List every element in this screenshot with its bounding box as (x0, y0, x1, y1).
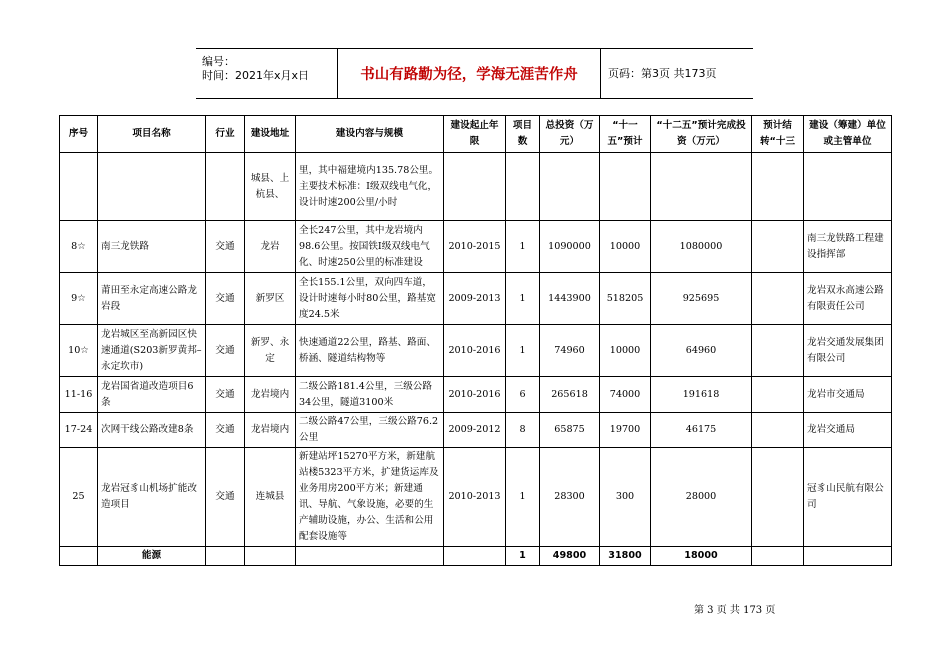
page-header (196, 48, 753, 99)
total-investment: 65875 (540, 413, 600, 448)
carryover-p13 (752, 273, 804, 325)
investment-p11: 74000 (600, 377, 651, 413)
years: 2010-2015 (444, 221, 506, 273)
table-cell (206, 547, 245, 566)
years: 2009-2012 (444, 413, 506, 448)
construction-unit: 龙岩双永高速公路有限责任公司 (804, 273, 892, 325)
total-investment: 49800 (540, 547, 600, 566)
location: 新罗区 (245, 273, 296, 325)
years: 2009-2013 (444, 273, 506, 325)
content-scale: 快速通道22公里，路基、路面、桥涵、隧道结构物等 (296, 325, 444, 377)
table-row (60, 325, 892, 377)
row-number: 8☆ (60, 221, 98, 273)
years (444, 153, 506, 221)
total-p11: 31800 (600, 547, 651, 566)
investment-p11: 518205 (600, 273, 651, 325)
industry: 交通 (206, 325, 245, 377)
header-page-info: 页码：第3页 共173页 (608, 67, 717, 80)
project-name: 次网干线公路改建8条 (98, 413, 206, 448)
row-number: 11-16 (60, 377, 98, 413)
table-header-row (60, 116, 892, 153)
construction-unit: 龙岩市交通局 (804, 377, 892, 413)
table-row (60, 221, 892, 273)
row-number: 10☆ (60, 325, 98, 377)
construction-unit: 龙岩交通局 (804, 413, 892, 448)
project-count (506, 153, 540, 221)
construction-unit: 龙岩交通发展集团有限公司 (804, 325, 892, 377)
years: 2010-2016 (444, 325, 506, 377)
industry: 交通 (206, 273, 245, 325)
table-cell (752, 547, 804, 566)
investment-p11: 19700 (600, 413, 651, 448)
construction-unit: 南三龙铁路工程建设指挥部 (804, 221, 892, 273)
investment-p11 (600, 153, 651, 221)
carryover-p13 (752, 325, 804, 377)
table-row (60, 413, 892, 448)
col-header: 行业 (206, 116, 245, 153)
investment-p12: 1080000 (651, 221, 752, 273)
investment-p12: 28000 (651, 448, 752, 547)
project-count: 1 (506, 325, 540, 377)
carryover-p13 (752, 221, 804, 273)
total-investment (540, 153, 600, 221)
industry: 交通 (206, 377, 245, 413)
col-header: 建设地址 (245, 116, 296, 153)
content-scale: 全长247公里，其中龙岩境内98.6公里。按国铁Ⅰ级双线电气化、时速250公里的标准建设 (296, 221, 444, 273)
content-scale: 二级公路47公里，三级公路76.2公里 (296, 413, 444, 448)
investment-p11: 10000 (600, 325, 651, 377)
col-header: 序号 (60, 116, 98, 153)
project-name: 龙岩国省道改造项目6条 (98, 377, 206, 413)
location: 龙岩境内 (245, 377, 296, 413)
table-row (60, 377, 892, 413)
content-scale: 全长155.1公里，双向四车道，设计时速每小时80公里，路基宽度24.5米 (296, 273, 444, 325)
col-header: “十一五”预计 (600, 116, 651, 153)
header-meta (196, 49, 338, 98)
project-name: 龙岩冠豸山机场扩能改造项目 (98, 448, 206, 547)
investment-p12: 191618 (651, 377, 752, 413)
project-name: 南三龙铁路 (98, 221, 206, 273)
investment-p11: 300 (600, 448, 651, 547)
total-investment: 1443900 (540, 273, 600, 325)
table-row (60, 448, 892, 547)
project-count: 1 (506, 273, 540, 325)
project-name (98, 153, 206, 221)
location: 城县、上杭县、 (245, 153, 296, 221)
col-header: 建设（筹建）单位或主管单位 (804, 116, 892, 153)
category-label: 能源 (98, 547, 206, 566)
carryover-p13 (752, 153, 804, 221)
col-header: 建设内容与规模 (296, 116, 444, 153)
table-row (60, 273, 892, 325)
construction-unit (804, 153, 892, 221)
header-motto: 书山有路勤为径，学海无涯苦作舟 (338, 49, 601, 98)
row-number: 9☆ (60, 273, 98, 325)
table-cell (804, 547, 892, 566)
location: 龙岩境内 (245, 413, 296, 448)
table-row (60, 153, 892, 221)
investment-p12: 46175 (651, 413, 752, 448)
col-header: “十二五”预计完成投资（万元） (651, 116, 752, 153)
total-investment: 1090000 (540, 221, 600, 273)
table-cell (245, 547, 296, 566)
time-label: 时间：2021年x月x日 (202, 69, 310, 82)
project-count: 8 (506, 413, 540, 448)
code-label: 编号： (202, 55, 235, 68)
table-row-total (60, 547, 892, 566)
total-investment: 74960 (540, 325, 600, 377)
location: 新罗、永定 (245, 325, 296, 377)
row-number: 25 (60, 448, 98, 547)
table-cell (296, 547, 444, 566)
total-p12: 18000 (651, 547, 752, 566)
total-count: 1 (506, 547, 540, 566)
industry: 交通 (206, 448, 245, 547)
project-name: 莆田至永定高速公路龙岩段 (98, 273, 206, 325)
carryover-p13 (752, 413, 804, 448)
row-number (60, 153, 98, 221)
total-investment: 28300 (540, 448, 600, 547)
table-cell (60, 547, 98, 566)
project-count: 6 (506, 377, 540, 413)
years: 2010-2013 (444, 448, 506, 547)
industry: 交通 (206, 221, 245, 273)
investment-p12: 925695 (651, 273, 752, 325)
project-count: 1 (506, 448, 540, 547)
content-scale: 新建站坪15270平方米，新建航站楼5323平方米，扩建货运库及业务用房200平方米；新建通讯、导航、气象设施，必要的生产辅助设施，办公、生活和公用配套设施等 (296, 448, 444, 547)
total-investment: 265618 (540, 377, 600, 413)
carryover-p13 (752, 448, 804, 547)
page-footer: 第 3 页 共 173 页 (694, 605, 776, 616)
investment-p12: 64960 (651, 325, 752, 377)
project-table (59, 115, 892, 566)
years: 2010-2016 (444, 377, 506, 413)
investment-p11: 10000 (600, 221, 651, 273)
investment-p12 (651, 153, 752, 221)
col-header: 预计结转“十三 (752, 116, 804, 153)
location: 连城县 (245, 448, 296, 547)
industry: 交通 (206, 413, 245, 448)
table-cell (444, 547, 506, 566)
col-header: 总投资（万元） (540, 116, 600, 153)
col-header: 建设起止年限 (444, 116, 506, 153)
project-count: 1 (506, 221, 540, 273)
row-number: 17-24 (60, 413, 98, 448)
content-scale: 二级公路181.4公里，三级公路34公里，隧道3100米 (296, 377, 444, 413)
construction-unit: 冠豸山民航有限公司 (804, 448, 892, 547)
col-header: 项目名称 (98, 116, 206, 153)
carryover-p13 (752, 377, 804, 413)
content-scale: 里，其中福建境内135.78公里。主要技术标准：Ⅰ级双线电气化，设计时速200公里/小时 (296, 153, 444, 221)
industry (206, 153, 245, 221)
col-header: 项目数 (506, 116, 540, 153)
location: 龙岩 (245, 221, 296, 273)
project-name: 龙岩城区至高新园区快速通道(S203新罗黄邦–永定坎市) (98, 325, 206, 377)
